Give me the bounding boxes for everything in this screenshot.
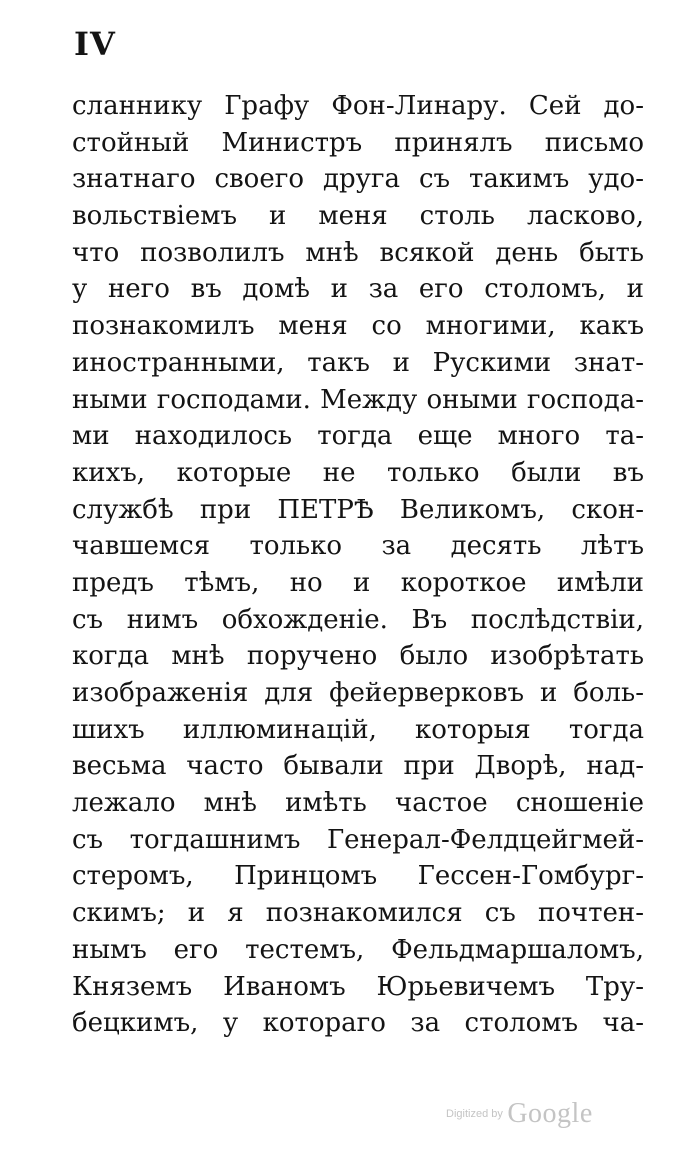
text-line: что позволилъ мнѣ всякой день быть xyxy=(72,237,644,268)
body-text xyxy=(72,88,644,1042)
text-line: знатнаго своего друга съ такимъ удо- xyxy=(72,164,644,195)
text-line: чавшемся только за десять лѣтъ xyxy=(72,531,644,562)
text-line: нымъ его тестемъ, Фельдмаршаломъ, xyxy=(72,934,644,965)
text-line: службѣ при ПЕТРѢ Великомъ, скон- xyxy=(72,494,644,525)
text-line: познакомилъ меня со многими, какъ xyxy=(72,311,644,342)
text-line: бецкимъ, у котораго за столомъ ча- xyxy=(72,1008,644,1039)
digitized-watermark xyxy=(446,1098,593,1130)
text-line: ными господами. Между оными господа- xyxy=(72,384,644,415)
text-line: вольствіемъ и меня столь ласково, xyxy=(72,201,644,232)
text-line: Княземъ Иваномъ Юрьевичемъ Тру- xyxy=(72,971,644,1002)
page-number: IV xyxy=(74,25,116,63)
text-line: скимъ; и я познакомился съ почтен- xyxy=(72,898,644,929)
text-line: ми находилось тогда еще много та- xyxy=(72,421,644,452)
text-line: стеромъ, Принцомъ Гессен-Гомбург- xyxy=(72,861,644,892)
watermark-prefix: Digitized by xyxy=(446,1108,503,1120)
text-line: иностранными, такъ и Рускими знат- xyxy=(72,347,644,378)
text-line: предъ тѣмъ, но и короткое имѣли xyxy=(72,567,644,598)
text-line: лежало мнѣ имѣть частое сношеніе xyxy=(72,788,644,819)
text-line: съ тогдашнимъ Генерал-Фелдцейгмей- xyxy=(72,824,644,855)
text-line: у него въ домѣ и за его столомъ, и xyxy=(72,274,644,305)
text-line: сланнику Графу Фон-Линару. Сей до- xyxy=(72,91,644,121)
text-line: кихъ, которые не только были въ xyxy=(72,457,644,488)
text-line: весьма часто бывали при Дворѣ, над- xyxy=(72,751,644,782)
text-line: когда мнѣ поручено было изобрѣтать xyxy=(72,641,644,672)
text-line: съ нимъ обхожденіе. Въ послѣдствіи, xyxy=(72,604,644,635)
text-line: шихъ иллюминацій, которыя тогда xyxy=(72,714,644,745)
text-line: стойный Министръ принялъ письмо xyxy=(72,127,644,158)
google-logo: Google xyxy=(507,1098,593,1129)
text-line: изображенія для фейерверковъ и боль- xyxy=(72,678,644,708)
